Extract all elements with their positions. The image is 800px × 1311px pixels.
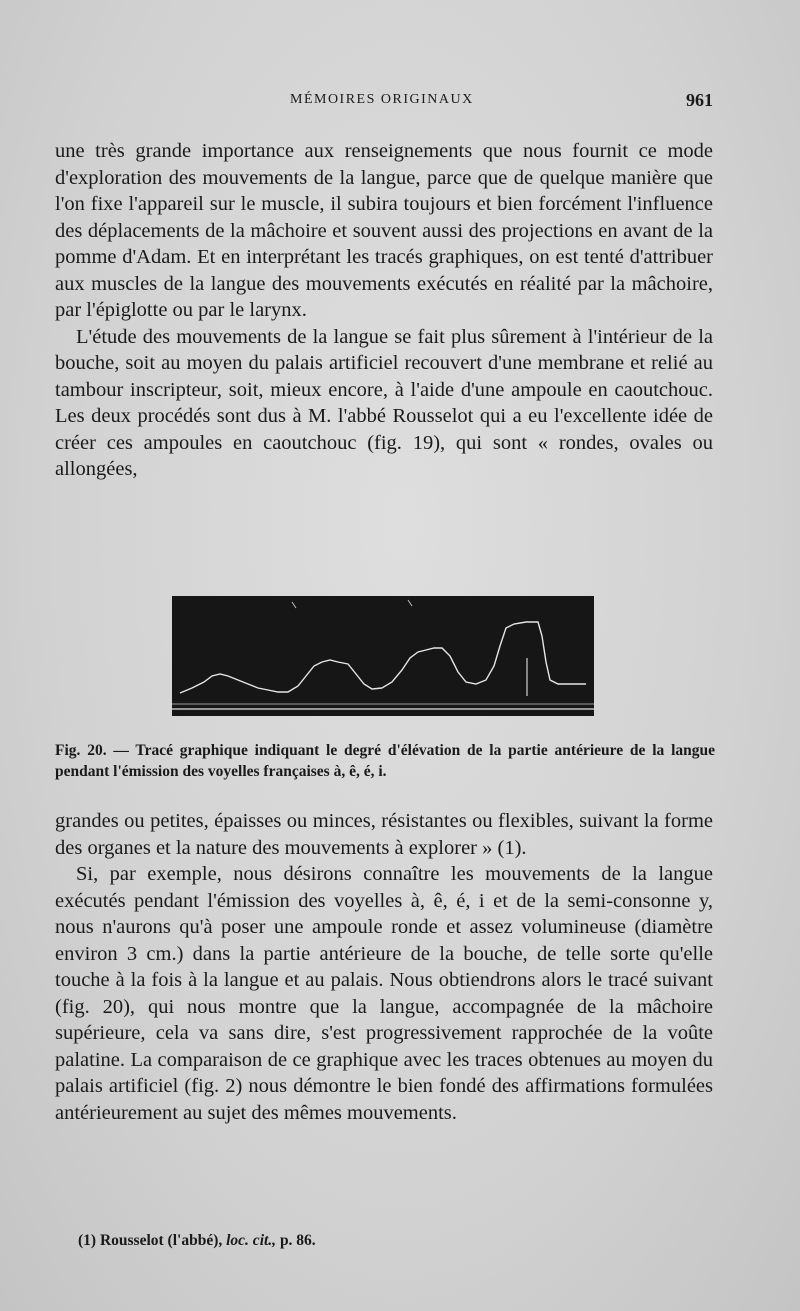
running-title: MÉMOIRES ORIGINAUX: [290, 92, 474, 107]
footnote: [78, 1232, 316, 1250]
paragraph: une très grande importance aux renseignements que nous fournit ce mode d'exploration des mouvements de la langue, parce que de quelque manière que l'on fixe l'appareil sur le muscle, il subira toujours et bien forcément l'influence des déplacements de la mâchoire et souvent aussi des projections en avant de la pomme d'Adam. Et en interprétant les tracés graphiques, on est tenté d'attribuer aux muscles de la langue des mouvements exécutés en réalité par la mâchoire, par l'épiglotte ou par le larynx.: [55, 140, 713, 321]
footnote-ref: loc. cit.,: [226, 1232, 277, 1249]
paragraph: L'étude des mouvements de la langue se fait plus sûrement à l'intérieur de la bouche, soit au moyen du palais artificiel recouvert d'une membrane et relié au tambour inscripteur, soit, mieux encore, à l'aide d'une ampoule en caoutchouc. Les deux procédés sont dus à M. l'abbé Rousselot qui a eu l'excellente idée de créer ces ampoules en caoutchouc (fig. 19), qui sont « rondes, ovales ou allongées,: [55, 325, 713, 480]
figure-20-trace: [172, 596, 594, 716]
paragraph: grandes ou petites, épaisses ou minces, résistantes ou flexibles, suivant la forme des organes et la nature des mouvements à explorer » (1).: [55, 810, 713, 859]
page-number: 961: [686, 90, 713, 110]
paragraph: Si, par exemple, nous désirons connaître les mouvements de la langue exécutés pendant l'émission des voyelles à, ê, é, i et de la semi-consonne y, nous n'aurons qu'à poser une ampoule ronde et assez volumineuse (diamètre environ 3 cm.) dans la partie antérieure de la bouche, de telle sorte qu'elle touche à la fois à la langue et au palais. Nous obtiendrons alors le tracé suivant (fig. 20), qui nous montre que la langue, accompagnée de la mâchoire supérieure, cela va sans dire, s'est progressivement rapprochée de la voûte palatine. La comparaison de ce graphique avec les traces obtenues au moyen du palais artificiel (fig. 2) nous démontre le bien fondé des affirmations formulées antérieurement au sujet des mêmes mouvements.: [55, 863, 713, 1124]
trace-graph: [172, 596, 594, 716]
footnote-author: Rousselot (l'abbé),: [99, 1232, 223, 1249]
body-text-bottom: [55, 808, 713, 1126]
caption-label: Fig. 20.: [55, 742, 107, 759]
body-text-top: [55, 138, 713, 483]
footnote-marker: (1): [78, 1232, 97, 1249]
figure-background: [172, 596, 594, 716]
footnote-page: p. 86.: [279, 1232, 316, 1249]
caption-text: — Tracé graphique indiquant le degré d'élévation de la partie antérieure de la langue pendant l'émission des voyelles françaises à, ê, é, i.: [55, 742, 716, 780]
page-header: [55, 92, 713, 116]
figure-caption: [55, 740, 715, 782]
